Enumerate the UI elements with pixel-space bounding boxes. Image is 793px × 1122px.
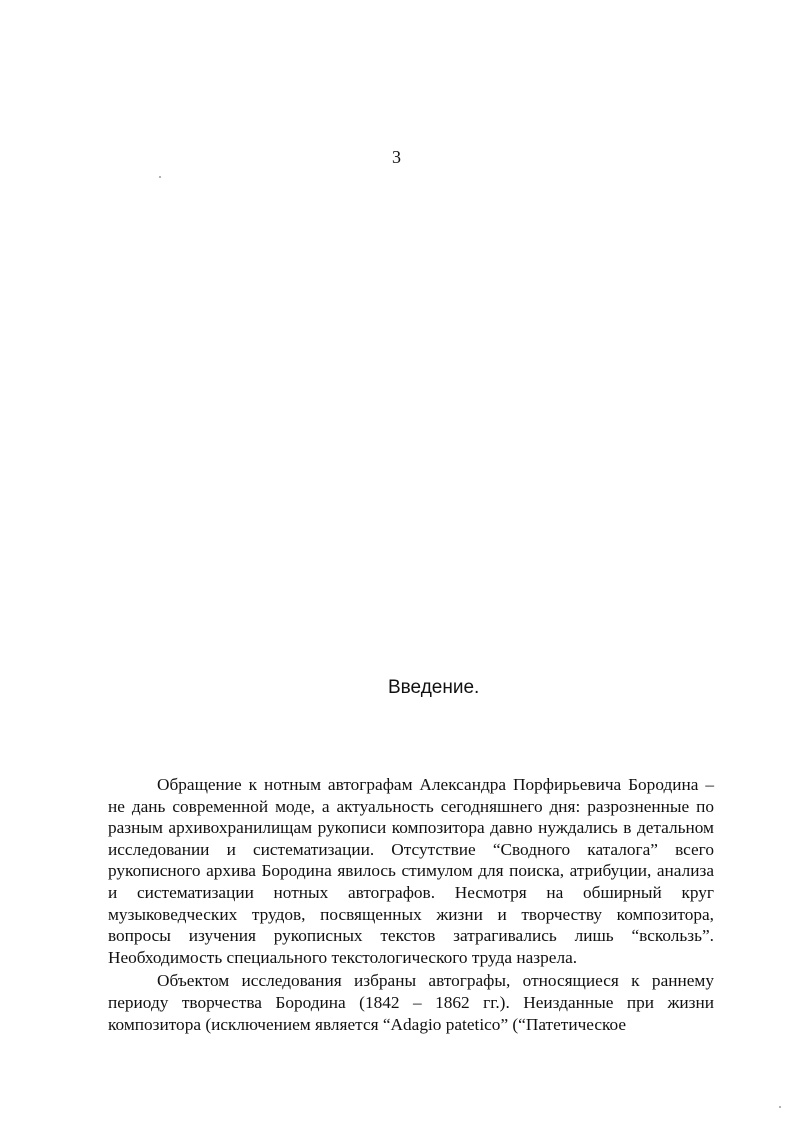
scan-speck [779, 1106, 781, 1108]
body-text [108, 774, 714, 1035]
paragraph: Объектом исследования избраны автографы, относящиеся к раннему периоду творчества Бородина (1842 – 1862 гг.). Неизданные при жизни композитора (исключением является “Adagio patetico” (“Патетическое [108, 971, 714, 1034]
page-number: 3 [392, 147, 401, 167]
scan-speck [159, 176, 161, 178]
paragraph: Обращение к нотным автографам Александра Порфирьевича Бородина – не дань современной моде, а актуальность сегодняшнего дня: разрозненные по разным архивохранилищам рукописи композитора давно нуждались в детальном исследовании и систематизации. Отсутствие “Сводного каталога” всего рукописного архива Бородина явилось стимулом для поиска, атрибуции, анализа и систематизации нотных автографов. Несмотря на обширный круг музыковедческих трудов, посвященных жизни и творчеству композитора, вопросы изучения рукописных текстов затрагивались лишь “вскользь”. Необходимость специального текстологического труда назрела. [108, 775, 714, 967]
section-heading: Введение. [388, 677, 480, 698]
